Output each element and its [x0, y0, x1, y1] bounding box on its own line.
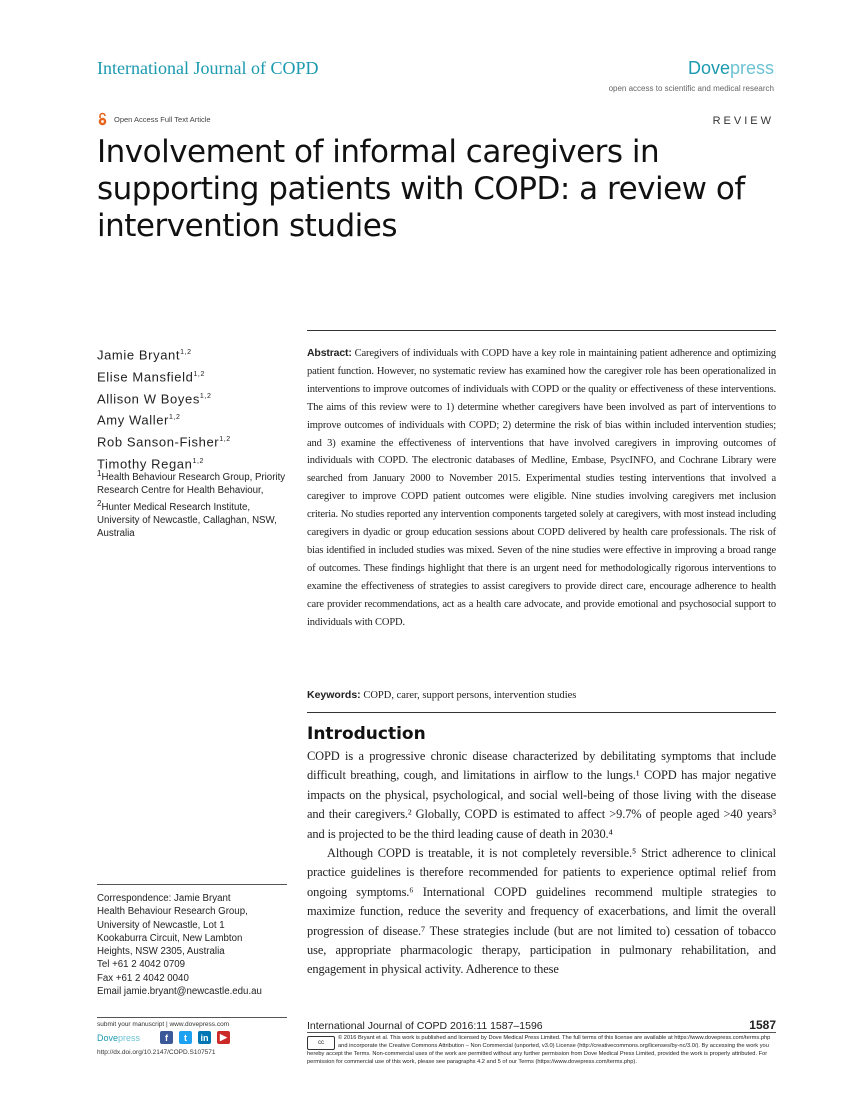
- creative-commons-icon[interactable]: cc: [307, 1036, 335, 1050]
- doi-link[interactable]: http://dx.doi.org/10.2147/COPD.S107571: [97, 1049, 216, 1056]
- introduction-body: [307, 747, 776, 980]
- correspondence: Correspondence: Jamie Bryant Health Behaviour Research Group, University of Newcastle, Lot 1 Kookaburra Circuit, New Lambton Heights, NSW 2305, Australia Tel +61 2 4042 0709 Fax +61 2 4042 0040 Email jamie.bryant@newcastle.edu.au: [97, 892, 297, 998]
- open-access-label: Open Access Full Text Article: [114, 114, 211, 124]
- author[interactable]: Jamie Bryant$^{1,2}$: [97, 347, 192, 363]
- abstract: [307, 345, 776, 632]
- author[interactable]: Rob Sanson-Fisher$^{1,2}$: [97, 434, 231, 450]
- author-list: [97, 343, 231, 474]
- dovepress-footer-logo[interactable]: Dovepress: [97, 1033, 141, 1043]
- submit-manuscript-link[interactable]: submit your manuscript | www.dovepress.com: [97, 1021, 230, 1028]
- affiliations: $^1$Health Behaviour Research Group, Priority Research Centre for Health Behaviour, $^2$Hunter Medical Research Institute, University of Newcastle, Callaghan, NSW, Australia: [97, 469, 286, 540]
- footer-divider-right: [307, 1032, 776, 1033]
- paragraph: Although COPD is treatable, it is not completely reversible.⁵ Strict adherence to clinical practice guidelines is therefore recommended for patients to experience optimal relief from ongoing symptoms.⁶ International COPD guidelines recommend multiple strategies to maximize function, reduce the severity and frequency of exacerbations, and limit the overall progression of disease.⁷ These strategies include (but are not limited to) cessation of tobacco use, appropriate pharmacologic therapy, participation in pulmonary rehabilitation, and engagement in physical activity. Adherence to these: [307, 846, 776, 977]
- facebook-icon[interactable]: f: [160, 1031, 173, 1044]
- abstract-text: Caregivers of individuals with COPD have a key role in maintaining patient adherence and optimizing patient function. However, no systematic review has examined how the caregiver role has been operationalized in interventions to improve outcomes of individuals with COPD or the quality or effectiveness of these interventions. The aims of this review were to 1) determine whether caregivers have been involved as part of interventions to improve outcomes of individuals with COPD; 2) determine the risk of bias within included intervention studies; and 3) examine the effectiveness of interventions that have involved caregivers in improving outcomes of individuals with COPD. The electronic databases of Medline, Embase, PsycINFO, and Cochrane Library were searched from January 2000 to November 2015. Experimental studies testing interventions that involved a caregiver to improve COPD patient outcomes were eligible. Nine studies involving caregivers met inclusion criteria. No studies reported any intervention components targeted solely at caregivers, with most instead including caregivers in dyadic or group education sessions about COPD delivered by health care professionals. The risk of bias identified in included studies was mixed. Seven of the nine studies were effective in improving a broad range of outcomes. These findings highlight that there is an urgent need for methodologically rigorous interventions to examine the effectiveness of strategies to assist caregivers to provide direct care, encourage adherence to health care provider recommendations, act as a health care advocate, and provide emotional and psychosocial support to individuals with COPD.: [307, 348, 776, 628]
- dovepress-logo[interactable]: [688, 58, 774, 79]
- page-number: 1587: [749, 1018, 776, 1032]
- article-title: Involvement of informal caregivers in supporting patients with COPD: a review of intervention studies: [97, 134, 745, 244]
- journal-name[interactable]: International Journal of COPD: [97, 58, 319, 78]
- linkedin-icon[interactable]: in: [198, 1031, 211, 1044]
- social-icons: [160, 1031, 230, 1044]
- brand-main: Dove: [687, 58, 730, 78]
- brand-light: press: [729, 58, 774, 78]
- paragraph: COPD is a progressive chronic disease characterized by debilitating symptoms that include difficult breathing, cough, and limitations in airflow to the lungs.¹ COPD has major negative impacts on the physical, psychological, and social well-being of those living with the disease and their caregivers.² Globally, COPD is estimated to affect >9.7% of people aged >40 years³ and is projected to be the third leading cause of death in 2030.⁴: [307, 749, 776, 841]
- article-type: REVIEW: [712, 115, 774, 127]
- correspondence-email[interactable]: Email jamie.bryant@newcastle.edu.au: [97, 986, 262, 998]
- keywords-label: Keywords:: [307, 689, 361, 701]
- keywords-text: COPD, carer, support persons, intervention studies: [363, 690, 577, 701]
- correspondence-divider: [97, 884, 287, 885]
- citation: International Journal of COPD 2016:11 1587–1596: [307, 1020, 543, 1032]
- author[interactable]: Timothy Regan$^{1,2}$: [97, 456, 204, 472]
- abstract-label: Abstract:: [307, 347, 352, 359]
- abstract-top-divider: [307, 330, 776, 331]
- youtube-icon[interactable]: ▶: [217, 1031, 230, 1044]
- twitter-icon[interactable]: t: [179, 1031, 192, 1044]
- license-text-continued: hereby accept the Terms. Non-commercial uses of the work are permitted without any further permission from Dove Medical Press Limited, provided the work is properly attributed. For permission for commercial use of this work, please see paragraphs 4.2 and 5 of our Terms (https://www.dovepress.com/terms.php).: [307, 1051, 768, 1065]
- open-access-badge: [97, 112, 211, 126]
- tagline: open access to scientific and medical research: [608, 84, 774, 93]
- author[interactable]: Amy Waller$^{1,2}$: [97, 412, 181, 428]
- license-text: © 2016 Bryant et al. This work is published and licensed by Dove Medical Press Limited. The full terms of this license are available at https://www.dovepress.com/terms.php and incorporate the Creative Commons Attribution – Non Commercial (unported, v3.0) License (http://creativecommons.org/licenses/by-nc/3.0/). By accessing the work you: [338, 1035, 771, 1049]
- author[interactable]: Elise Mansfield$^{1,2}$: [97, 369, 205, 385]
- footer-divider-left: [97, 1017, 287, 1018]
- intro-divider: [307, 712, 776, 713]
- author[interactable]: Allison W Boyes$^{1,2}$: [97, 390, 212, 406]
- introduction-heading: Introduction: [307, 724, 426, 744]
- open-access-lock-icon: [97, 112, 108, 126]
- keywords: [307, 688, 776, 703]
